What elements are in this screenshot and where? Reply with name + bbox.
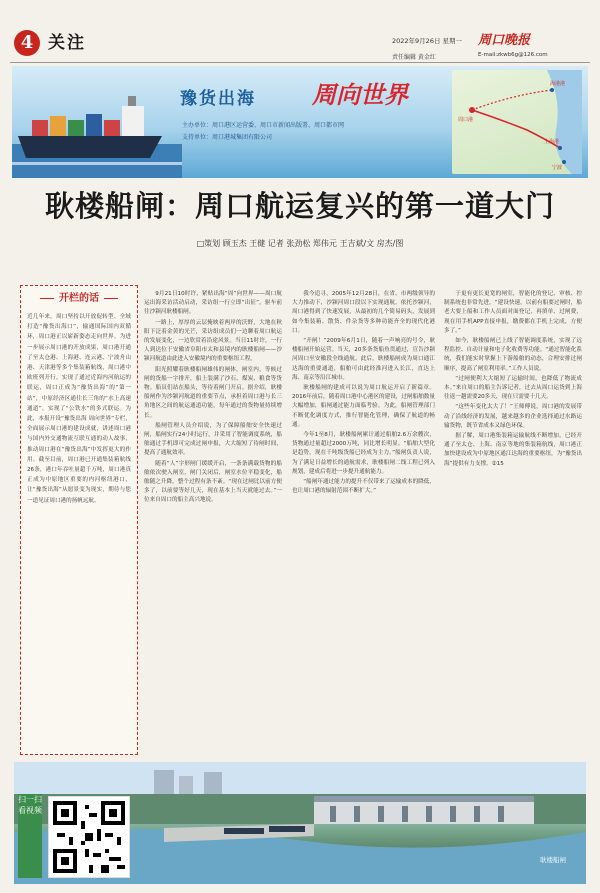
column-intro-text: 近几年来，周口坚持以开放促转型、全域打造“豫货出海口”，输通国际国内双循环，周口港正以崭新姿态走向世界。为进一步展示周口港的开放成果，周口港开通了至太仓港、上海港、连云港、宁波舟山港、天津港等多个集装箱航线，周口港中欧班列开行，实现了通过近海内河航运的联运，周口正成为“豫货出海”的“第一站”，中原经济区通往长三角的“水上高速通道”，实现了“公铁水”的多式联运。为此，本报开设“豫货出海 周向世界”专栏，全面展示周口港的建设成就，讲述周口港与国内外交通物流互联互通的动人故事，推动周口港在“豫货出海”中发挥更大的作用。截至目前，周口港已开通集装箱航线26条，港口年吞吐量超千万吨，周口港真正成为中原地区重要的内河枢纽港口，让“豫货出海”从愿景变为现实，期待与您一道见证周口港的扬帆远航。: [27, 314, 131, 504]
cargo-ship-illustration: [12, 66, 182, 178]
map-label: 宁波: [552, 165, 563, 171]
page-number-badge: 4: [14, 30, 40, 56]
column-intro-title: 开栏的话: [21, 292, 137, 306]
column-banner: [12, 66, 588, 178]
article-column-3: [444, 290, 582, 470]
photo-caption: 耿楼船闸: [540, 856, 566, 864]
banner-title-right: 周向世界: [312, 80, 408, 109]
paragraph: 随着“人”字形闸门缓缓开启，一条条满载货物的船舶依次驶入闸室，闸门关闭后，闸室水位平稳变化，船舶随之升降，整个过程有条不紊。“现在过闸比以前方便多了，以前要等好几天，现在基本上当天就能过去。”一位来自周口的船主高兴地说。: [144, 460, 282, 504]
paragraph: “这些年变化太大了！”王师傅说，周口港的发展带动了沿线经济的发展，越来越多的企业选择通过水路运输货物，既节省成本又绿色环保。: [444, 404, 582, 429]
paragraph: 一路上，厚厚的云层掩映着两岸的沃野，大地在秋阳下泛着金黄的光芒，采访组成员们一边聊着周口航运的发展变化，一边欣赏着沿途风景。当日11时许，一行人到达位于安徽省阜阳市太和县境内的耿楼船闸——沙颍河航道由此进入安徽境内的重要枢纽工程。: [144, 319, 282, 363]
banner-title-left: 豫货出海: [180, 89, 256, 109]
paragraph: “船闸年通过能力的提升不仅带来了运输成本的降低，也让周口港的辐射范围不断扩大。”: [292, 479, 435, 495]
editor-credit: 责任编辑 黄金红: [392, 54, 436, 61]
map-label: 周口港: [458, 117, 474, 123]
newspaper-logo: 周口晚报: [478, 33, 531, 48]
dateline: 2022年9月26日 星期一: [392, 37, 463, 45]
paragraph: “开闸！”2009年6月1日，随着一声响亮的号令，耿楼船闸开始运营。当天，20多条货船鱼贯通过，宣告沙颍河周口至安徽段全线通航。此后，耿楼船闸成为周口通江达海的重要通道，船舶可由此经淮河进入长江，直达上海、南京等沿江城市。: [292, 338, 435, 381]
qr-code[interactable]: [48, 796, 130, 878]
map-label: 海港港: [550, 81, 566, 87]
map-label: 上海港: [544, 139, 560, 145]
article-byline: □策划 顾玉杰 王健 记者 张劲松 郑伟元 王吉斌/文 房杰/图: [196, 239, 404, 248]
paragraph: 据了解，周口港集装箱运输航线不断增加，已经开通了至太仓、上海、南京等地的集装箱航线，周口港正加快建设成为中原地区通江达海的重要枢纽，为“豫货出海”提供有力支撑。②15: [444, 433, 582, 467]
paragraph: 今年1至8月，耿楼船闸累计通过船舶2.6万余艘次，货物通过量超过2000万吨，同比增长明显。“船舶大型化是趋势，现在千吨级货船已经成为主力。”船闸负责人说，为了满足日益增长的通航需求，耿楼船闸二线工程已列入规划，建成后将进一步提升通航能力。: [292, 432, 435, 475]
paragraph: “过闸便利大大缩短了运输时间，也降低了物流成本。”来自周口的船主告诉记者，过去从周口运货到上海往返一趟需要20多天，现在只需要十几天。: [444, 375, 582, 401]
article-column-1: [144, 290, 282, 507]
paragraph: 船闸管理人员介绍说，为了保障船舶安全快速过闸，船闸实行24小时运行，并采用了智能调度系统，船舶通过手机即可完成过闸申报，大大缩短了待闸时间，提高了通航效率。: [144, 422, 282, 457]
qr-code-graphic: [49, 797, 129, 877]
section-title: 关注: [48, 33, 86, 53]
column-intro-box: [20, 285, 138, 755]
scan-label: 扫一扫看视频: [18, 794, 42, 878]
banner-supporters: 支持单位：周口港城集团有限公司: [182, 134, 273, 141]
paragraph: 9月21日10时许，紧贴出海“周”向世界——周口航运出海采访活动启动，采访组一行立即“出征”，驱车前往沙颍河耿楼船闸。: [144, 291, 282, 316]
paragraph: 阳光照耀着耿楼船闸雄伟的闸体，闸室内，等候过闸的货船一字排开，船上装满了沙石、煤炭、粮食等货物。船员们站在船头，等待着闸门开启。据介绍，耿楼船闸作为沙颍河航道的重要节点，承担着周口港与长三角地区之间的航运通道功能，每年通过的货物量持续增长。: [144, 366, 282, 419]
article-column-2: [292, 290, 435, 497]
paragraph: 我今追寻，2005年12月28日，在省、市两级领导的大力推动下，沙颍河周口段以下实现通航。依托沙颍河，周口港得到了快速发展，从最初的几个简易码头，发展到如今集装箱、散货、件杂货等多种功能齐全的现代化港口。: [292, 291, 435, 334]
header-rule: [10, 62, 590, 63]
article-headline: 耿楼船闸：周口航运复兴的第一道大门: [44, 189, 555, 223]
paragraph: 耿楼船闸的建成可以说为周口航运开启了新篇章。2016年前后，随着周口港中心港区的建设，过闸船舶数量大幅增加，船闸通过能力面临考验。为此，船闸管理部门不断优化调度方式，推行智能化管理，确保了航道的畅通。: [292, 385, 435, 428]
paragraph: 于更有更长更宽的闸室，智能化的登记、审核、控制系统也非常先进。“建设快速，以前有船要过闸时，船老大要上船和工作人员面对面登记，再填单、过闸费，现在用手机APP直接申报，缴费都在手机上完成，方便多了。”: [444, 291, 582, 334]
banner-organizers: 主办单位：周口港区运营委、周口市新闻出版署、周口都市网: [182, 122, 345, 129]
paragraph: 如今，耿楼船闸已上线了智能调度系统，实现了远程监控、自动计量和电子化收费等功能。“通过智能化系统，我们能实时掌握上下游船舶的动态，合理安排过闸顺序，提高了闸室利用率。”工作人员说。: [444, 338, 582, 372]
route-map: [452, 70, 582, 174]
contact-email: E-mail:zkwb6g@126.com: [478, 52, 548, 58]
